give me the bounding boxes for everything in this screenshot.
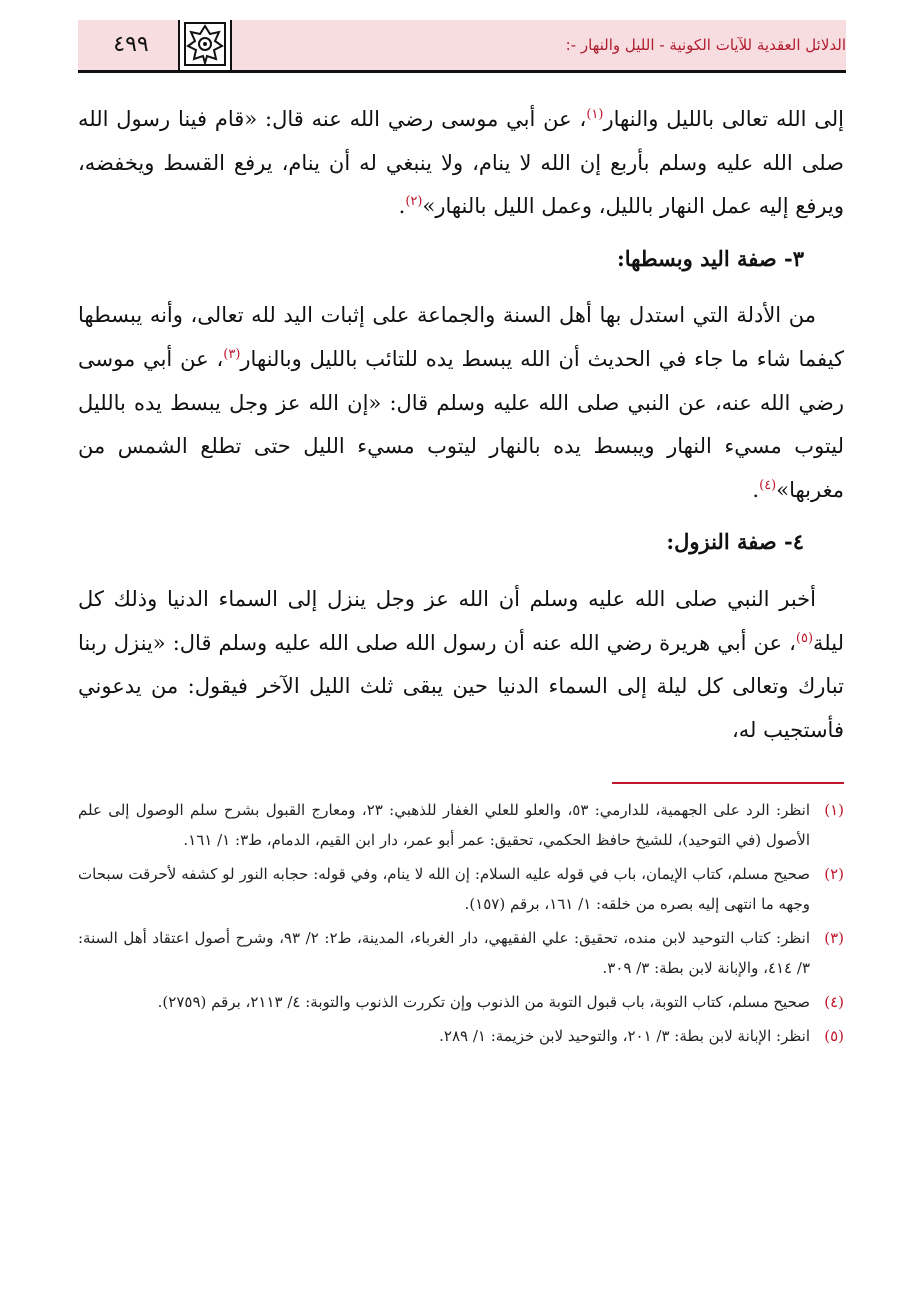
- paragraph-text: إلى الله تعالى بالليل والنهار: [603, 107, 844, 131]
- section-heading: ٤- صفة النزول:: [666, 529, 804, 555]
- page-header: [78, 20, 846, 72]
- page-number: ٤٩٩: [113, 32, 149, 57]
- paragraph-text: ، عن أبي موسى رضي الله عنه قال: «قام فينا رسول الله صلى الله عليه وسلم بأربع إن الله لا ينام، ولا ينبغي له أن ينام، يرفع القسط ويخفضه، ويرفع إليه عمل النهار بالليل، وعمل الليل بالنهار»: [78, 107, 844, 219]
- running-title: الدلائل العقدية للآيات الكونية - الليل والنهار -:: [565, 36, 846, 54]
- footnote-number: (١): [824, 801, 844, 819]
- footnote-number: (٢): [824, 865, 844, 883]
- footnote-ref[interactable]: (٥): [795, 630, 814, 646]
- paragraph-text: أخبر النبي صلى الله عليه وسلم أن الله عز وجل ينزل إلى السماء الدنيا وذلك كل ليلة: [78, 586, 844, 655]
- footnote-number: (٣): [824, 929, 844, 947]
- main-text: [78, 98, 844, 752]
- footnote-text: انظر: الرد على الجهمية، للدارمي: ٥٣، والعلو للعلي الغفار للذهبي: ٢٣، ومعارج القبول بشرح سلم الوصول إلى علم الأصول (في التوحيد)، للشيخ حافظ الحكمي، تحقيق: عمر أبو عمر، دار ابن القيم، الدمام، ط٣: ١/ ١٦١.: [78, 801, 810, 849]
- footnote-text: صحيح مسلم، كتاب الإيمان، باب في قوله عليه السلام: إن الله لا ينام، وفي قوله: حجابه النور لو كشفه لأحرقت سبحات وجهه ما انتهى إليه بصره من خلقه: ١/ ١٦١، برقم (١٥٧).: [78, 865, 810, 913]
- footnote-item: [78, 923, 844, 983]
- footnote-text: انظر: الإبانة لابن بطة: ٣/ ٢٠١، والتوحيد لابن خزيمة: ١/ ٢٨٩.: [439, 1027, 810, 1045]
- footnote-ref[interactable]: (٢): [405, 194, 423, 210]
- ornament-icon: [178, 20, 232, 70]
- footnote-ref[interactable]: (٤): [759, 477, 777, 493]
- paragraph-text: ، عن أبي موسى رضي الله عنه، عن النبي صلى الله عليه وسلم قال: «إن الله عز وجل يبسط يده بالليل ليتوب مسيء النهار ويبسط يده بالنهار ليتوب مسيء الليل حتى تطلع الشمس من مغربها»: [78, 346, 844, 502]
- footnote-number: (٥): [824, 1027, 844, 1045]
- footnote-item: [78, 1021, 844, 1051]
- footnote-ref[interactable]: (١): [586, 107, 604, 122]
- footnote-text: انظر: كتاب التوحيد لابن منده، تحقيق: علي الفقيهي، دار الغرباء، المدينة، ط٢: ٢/ ٩٣، وشرح أصول اعتقاد أهل السنة: ٣/ ٤١٤، والإبانة لابن بطة: ٣/ ٣٠٩.: [78, 929, 810, 977]
- header-rule: [78, 70, 846, 73]
- paragraph-text: .: [752, 477, 760, 502]
- section-heading: ٣- صفة اليد وبسطها:: [616, 245, 804, 271]
- paragraph: [78, 98, 844, 229]
- footnote-separator: [612, 782, 844, 784]
- footnotes: [78, 795, 844, 1055]
- paragraph: [78, 294, 844, 512]
- paragraph-text: .: [398, 194, 406, 219]
- footnote-text: صحيح مسلم، كتاب التوبة، باب قبول التوبة من الذنوب وإن تكررت الذنوب والتوبة: ٤/ ٢١١٣، برقم (٢٧٥٩).: [157, 993, 810, 1011]
- paragraph-text: من الأدلة التي استدل بها أهل السنة والجماعة على إثبات اليد لله تعالى، وأنه يبسطها كيفما شاء ما جاء في الحديث أن الله يبسط يده للتائب بالليل وبالنهار: [78, 303, 844, 371]
- footnote-item: [78, 859, 844, 919]
- footnote-item: [78, 987, 844, 1017]
- footnote-ref[interactable]: (٣): [223, 346, 241, 362]
- paragraph: [78, 578, 844, 752]
- paragraph-text: ، عن أبي هريرة رضي الله عنه أن رسول الله صلى الله عليه وسلم قال: «ينزل ربنا تبارك وتعالى كل ليلة إلى السماء الدنيا حين يبقى ثلث الليل الآخر فيقول: من يدعوني فأستجيب له،: [78, 630, 844, 742]
- footnote-item: [78, 795, 844, 855]
- footnote-number: (٤): [824, 993, 844, 1011]
